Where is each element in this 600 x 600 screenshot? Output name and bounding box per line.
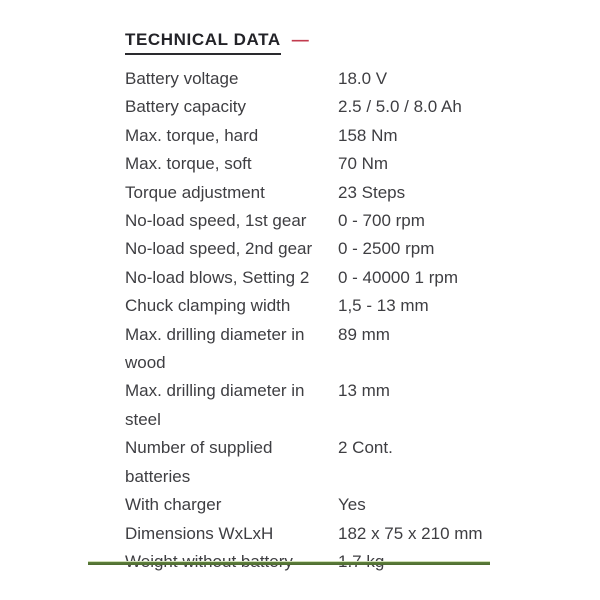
spec-label: With charger	[125, 495, 222, 515]
spec-label: No-load speed, 1st gear	[125, 211, 307, 231]
spec-value: 2.5 / 5.0 / 8.0 Ah	[338, 97, 462, 117]
table-row	[125, 377, 491, 434]
table-row	[125, 65, 491, 93]
section-title: TECHNICAL DATA	[125, 31, 281, 55]
spec-label: Max. drilling diameter in steel	[125, 381, 305, 429]
table-row	[125, 150, 491, 178]
table-row	[125, 93, 491, 121]
table-row	[125, 235, 491, 263]
spec-table	[125, 65, 491, 576]
table-row	[125, 122, 491, 150]
spec-value: Yes	[338, 495, 366, 515]
technical-data-section	[125, 30, 491, 576]
spec-value: 18.0 V	[338, 69, 388, 88]
table-row	[125, 434, 491, 491]
section-header	[125, 30, 491, 56]
spec-value: 13 mm	[338, 381, 390, 401]
bottom-divider	[88, 561, 490, 565]
table-row	[125, 321, 491, 378]
spec-label: Battery capacity	[125, 97, 246, 117]
spec-label: Max. torque, soft	[125, 154, 252, 174]
table-row	[125, 179, 491, 207]
table-row	[125, 292, 491, 320]
header-dash-accent: —	[291, 30, 309, 49]
table-row	[125, 520, 491, 548]
spec-label: Dimensions WxLxH	[125, 523, 274, 543]
spec-value: 23 Steps	[338, 182, 406, 202]
spec-label: Max. torque, hard	[125, 125, 259, 145]
spec-label: Battery voltage	[125, 69, 239, 88]
spec-label: Number of supplied batteries	[125, 438, 273, 486]
spec-label: No-load speed, 2nd gear	[125, 239, 313, 259]
spec-value: 0 - 40000 1 rpm	[338, 267, 459, 287]
spec-label: Max. drilling diameter in wood	[125, 324, 305, 373]
table-row	[125, 491, 491, 519]
spec-value: 182 x 75 x 210 mm	[338, 523, 483, 543]
spec-value: 2 Cont.	[338, 438, 393, 458]
table-row	[125, 264, 491, 292]
spec-value: 0 - 700 rpm	[338, 211, 425, 231]
spec-label: Torque adjustment	[125, 182, 265, 202]
spec-value: 0 - 2500 rpm	[338, 239, 435, 259]
spec-label: Chuck clamping width	[125, 296, 291, 316]
spec-label: No-load blows, Setting 2	[125, 267, 310, 287]
spec-value: 1,5 - 13 mm	[338, 296, 429, 316]
table-row	[125, 207, 491, 235]
spec-value: 158 Nm	[338, 125, 398, 145]
spec-value: 89 mm	[338, 324, 390, 344]
spec-value: 70 Nm	[338, 154, 389, 174]
